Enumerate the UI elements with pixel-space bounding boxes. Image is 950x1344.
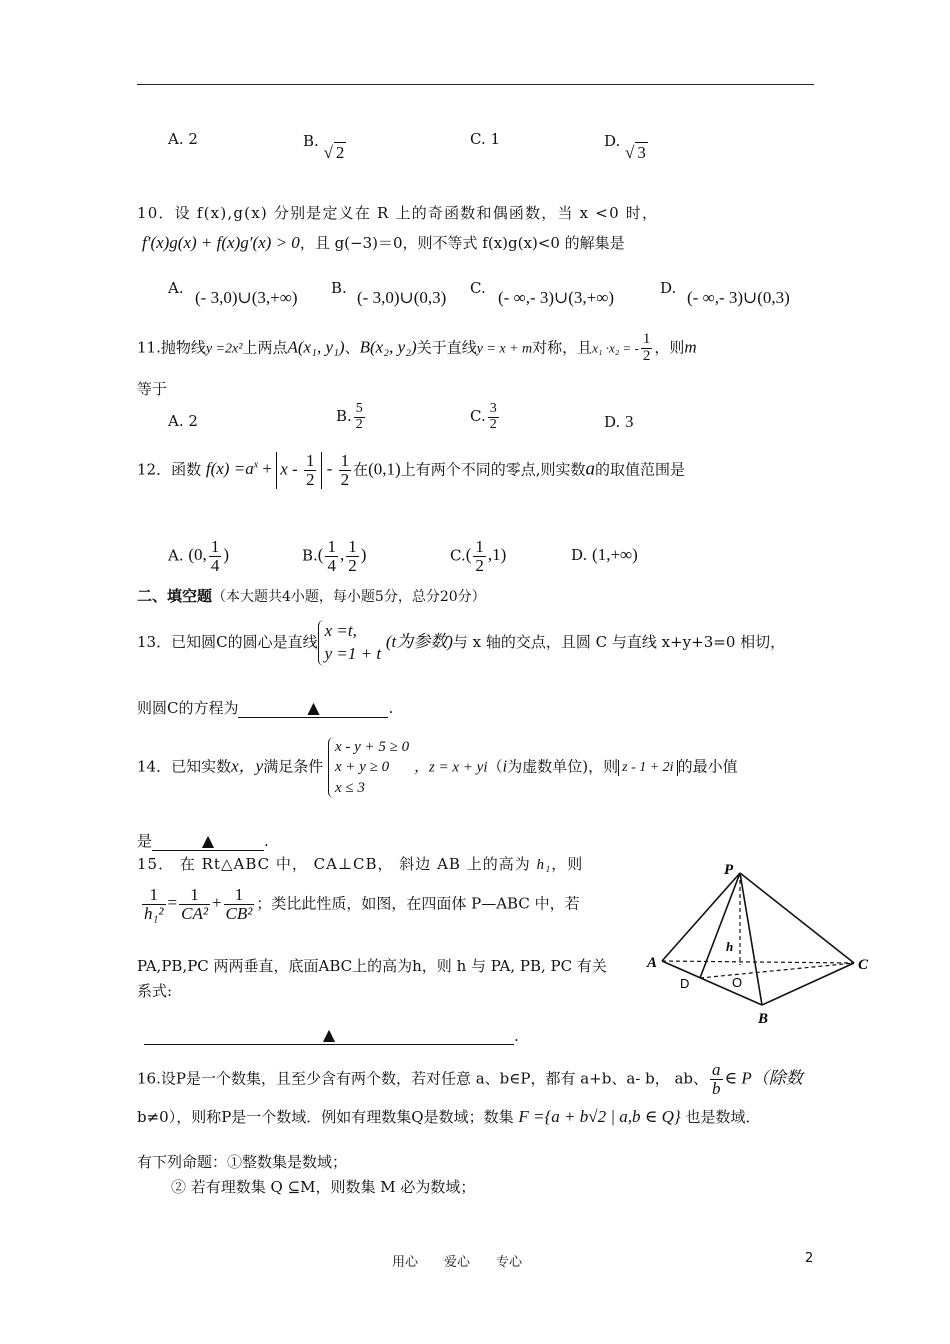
q16-stem-2: b≠0），则称P是一个数域．例如有理数集Q是数域；数集 F ={a + b√2 | a,b ∈ Q} 也是数域．: [137, 1107, 761, 1126]
tetrahedron-figure: [640, 855, 880, 1030]
q12-option-a: A. (0, $\frac{1}{4}$ ): [168, 537, 229, 575]
q16-stem: 16.设P是一个数集，且至少含有两个数，若对任意 a、b∈P，都有 a+b、a- b， ab、 $\frac{a}{b}$ ∈ P（除数: [137, 1060, 803, 1098]
q10-option-d-value: (- ∞,- 3)∪(0,3): [687, 288, 790, 307]
q11-option-a: A. 2: [168, 412, 198, 430]
q12-option-b: B.( $\frac{1}{4}$ , $\frac{1}{2}$ ): [302, 537, 367, 575]
q12-stem: 12．函数 $f(x) =a^x + x$ - $\frac{1}{2}$ - $\frac{1}{2}$ 在(0,1)上有两个不同的零点,则实数a的取值范围是: [137, 451, 686, 489]
edge-bc: [762, 963, 854, 1005]
q15-formula: $\frac{1}{\text{h₁²}}$ = $\frac{1}{\text{CA²}}$ + $\frac{1}{\text{CB²}}$ ；类比此性质，如图，在四面体 P—ABC 中，若: [144, 885, 580, 923]
q10-option-b-value: (- 3,0)∪(0,3): [357, 288, 447, 307]
q10-option-b: B.: [331, 279, 347, 297]
page-number: 2: [805, 1251, 814, 1266]
q14-stem: 14．已知实数x，y满足条件 x - y + 5 ≥ 0 x + y ≥ 0 x ≤ 3 ，z = x + yi（i为虚数单位)，则 z - 1 + 2i 的最小值: [137, 737, 738, 798]
q9-option-a: A. 2: [168, 130, 198, 148]
segment-dc: [700, 963, 854, 978]
q15-stem-3: 系式:: [137, 982, 173, 1000]
q11-stem: 11.抛物线y =2x²上两点A(x₁, y₁)、B(x₂, y₂)关于直线y = x + m对称，且x₁ ·x₂ = - $\frac{1}{2}$ ，则m: [137, 331, 697, 364]
q16-proposition-2: ② 若有理数集 Q ⊆M，则数集 M 必为数域；: [171, 1178, 476, 1196]
q9-option-b: B. √ 2: [303, 132, 345, 162]
footer-motto: 用心 爱心 专心: [392, 1255, 523, 1270]
header-rule: [137, 84, 814, 85]
q10-option-d: D.: [660, 279, 677, 297]
q10-condition: f′(x)g(x) + f(x)g′(x) > 0，且 g(−3)＝0，则不等式 f(x)g(x)<0 的解集是: [142, 233, 625, 252]
q9-option-c: C. 1: [470, 130, 501, 148]
q10-option-c-value: (- ∞,- 3)∪(3,+∞): [498, 288, 615, 307]
q11-option-c: C. $\frac{3}{2}$: [470, 401, 497, 432]
label-p: P: [724, 862, 734, 878]
q15-stem-2: PA,PB,PC 两两垂直，底面ABC上的高为h，则 h 与 PA, PB, PC 有关: [137, 957, 607, 975]
q13-answer-line: 则圆C的方程为 ▲ .: [137, 698, 394, 717]
label-h: h: [726, 939, 734, 954]
q13-stem: 13．已知圆C的圆心是直线 x =t, y =1 + t (t为参数)与 x 轴的交点，且圆 C 与直线 x+y+3=0 相切，: [137, 620, 785, 666]
q15-stem: 15． 在 Rt△ABC 中， CA⊥CB， 斜边 AB 上的高为 h₁，则: [137, 855, 584, 873]
q11-option-d: D. 3: [604, 412, 634, 431]
section2-title: 二、填空题（本大题共4小题，每小题5分，总分20分）: [137, 587, 486, 605]
q14-answer-line: 是 ▲ .: [137, 831, 269, 850]
edge-ab: [662, 961, 762, 1005]
edge-ac-hidden: [662, 961, 854, 963]
q12-option-c: C.( $\frac{1}{2}$ ,1): [450, 537, 507, 575]
label-b: B: [758, 1011, 769, 1027]
q10-option-a-value: (- 3,0)∪(3,+∞): [195, 288, 298, 307]
label-c: C: [858, 957, 869, 973]
q16-proposition-1: 有下列命题：①整数集是数域；: [137, 1153, 348, 1171]
edge-pc: [740, 873, 854, 963]
label-a: A: [647, 955, 658, 971]
label-d: D: [680, 976, 690, 991]
q12-option-d: D. (1,+∞): [571, 545, 638, 564]
q9-option-d: D. √ 3: [604, 132, 646, 162]
q10-option-a: A.: [168, 279, 184, 297]
q11-stem-end: 等于: [137, 380, 168, 398]
q10-stem: 10．设 f(x),g(x) 分别是定义在 R 上的奇函数和偶函数，当 x <0 时，: [137, 204, 659, 222]
q11-option-b: B. $\frac{5}{2}$: [336, 401, 363, 432]
edge-pb: [740, 873, 762, 1005]
q10-option-c: C.: [470, 279, 486, 297]
label-o: O: [732, 975, 743, 990]
q15-answer-line: ▲ .: [144, 1025, 519, 1045]
